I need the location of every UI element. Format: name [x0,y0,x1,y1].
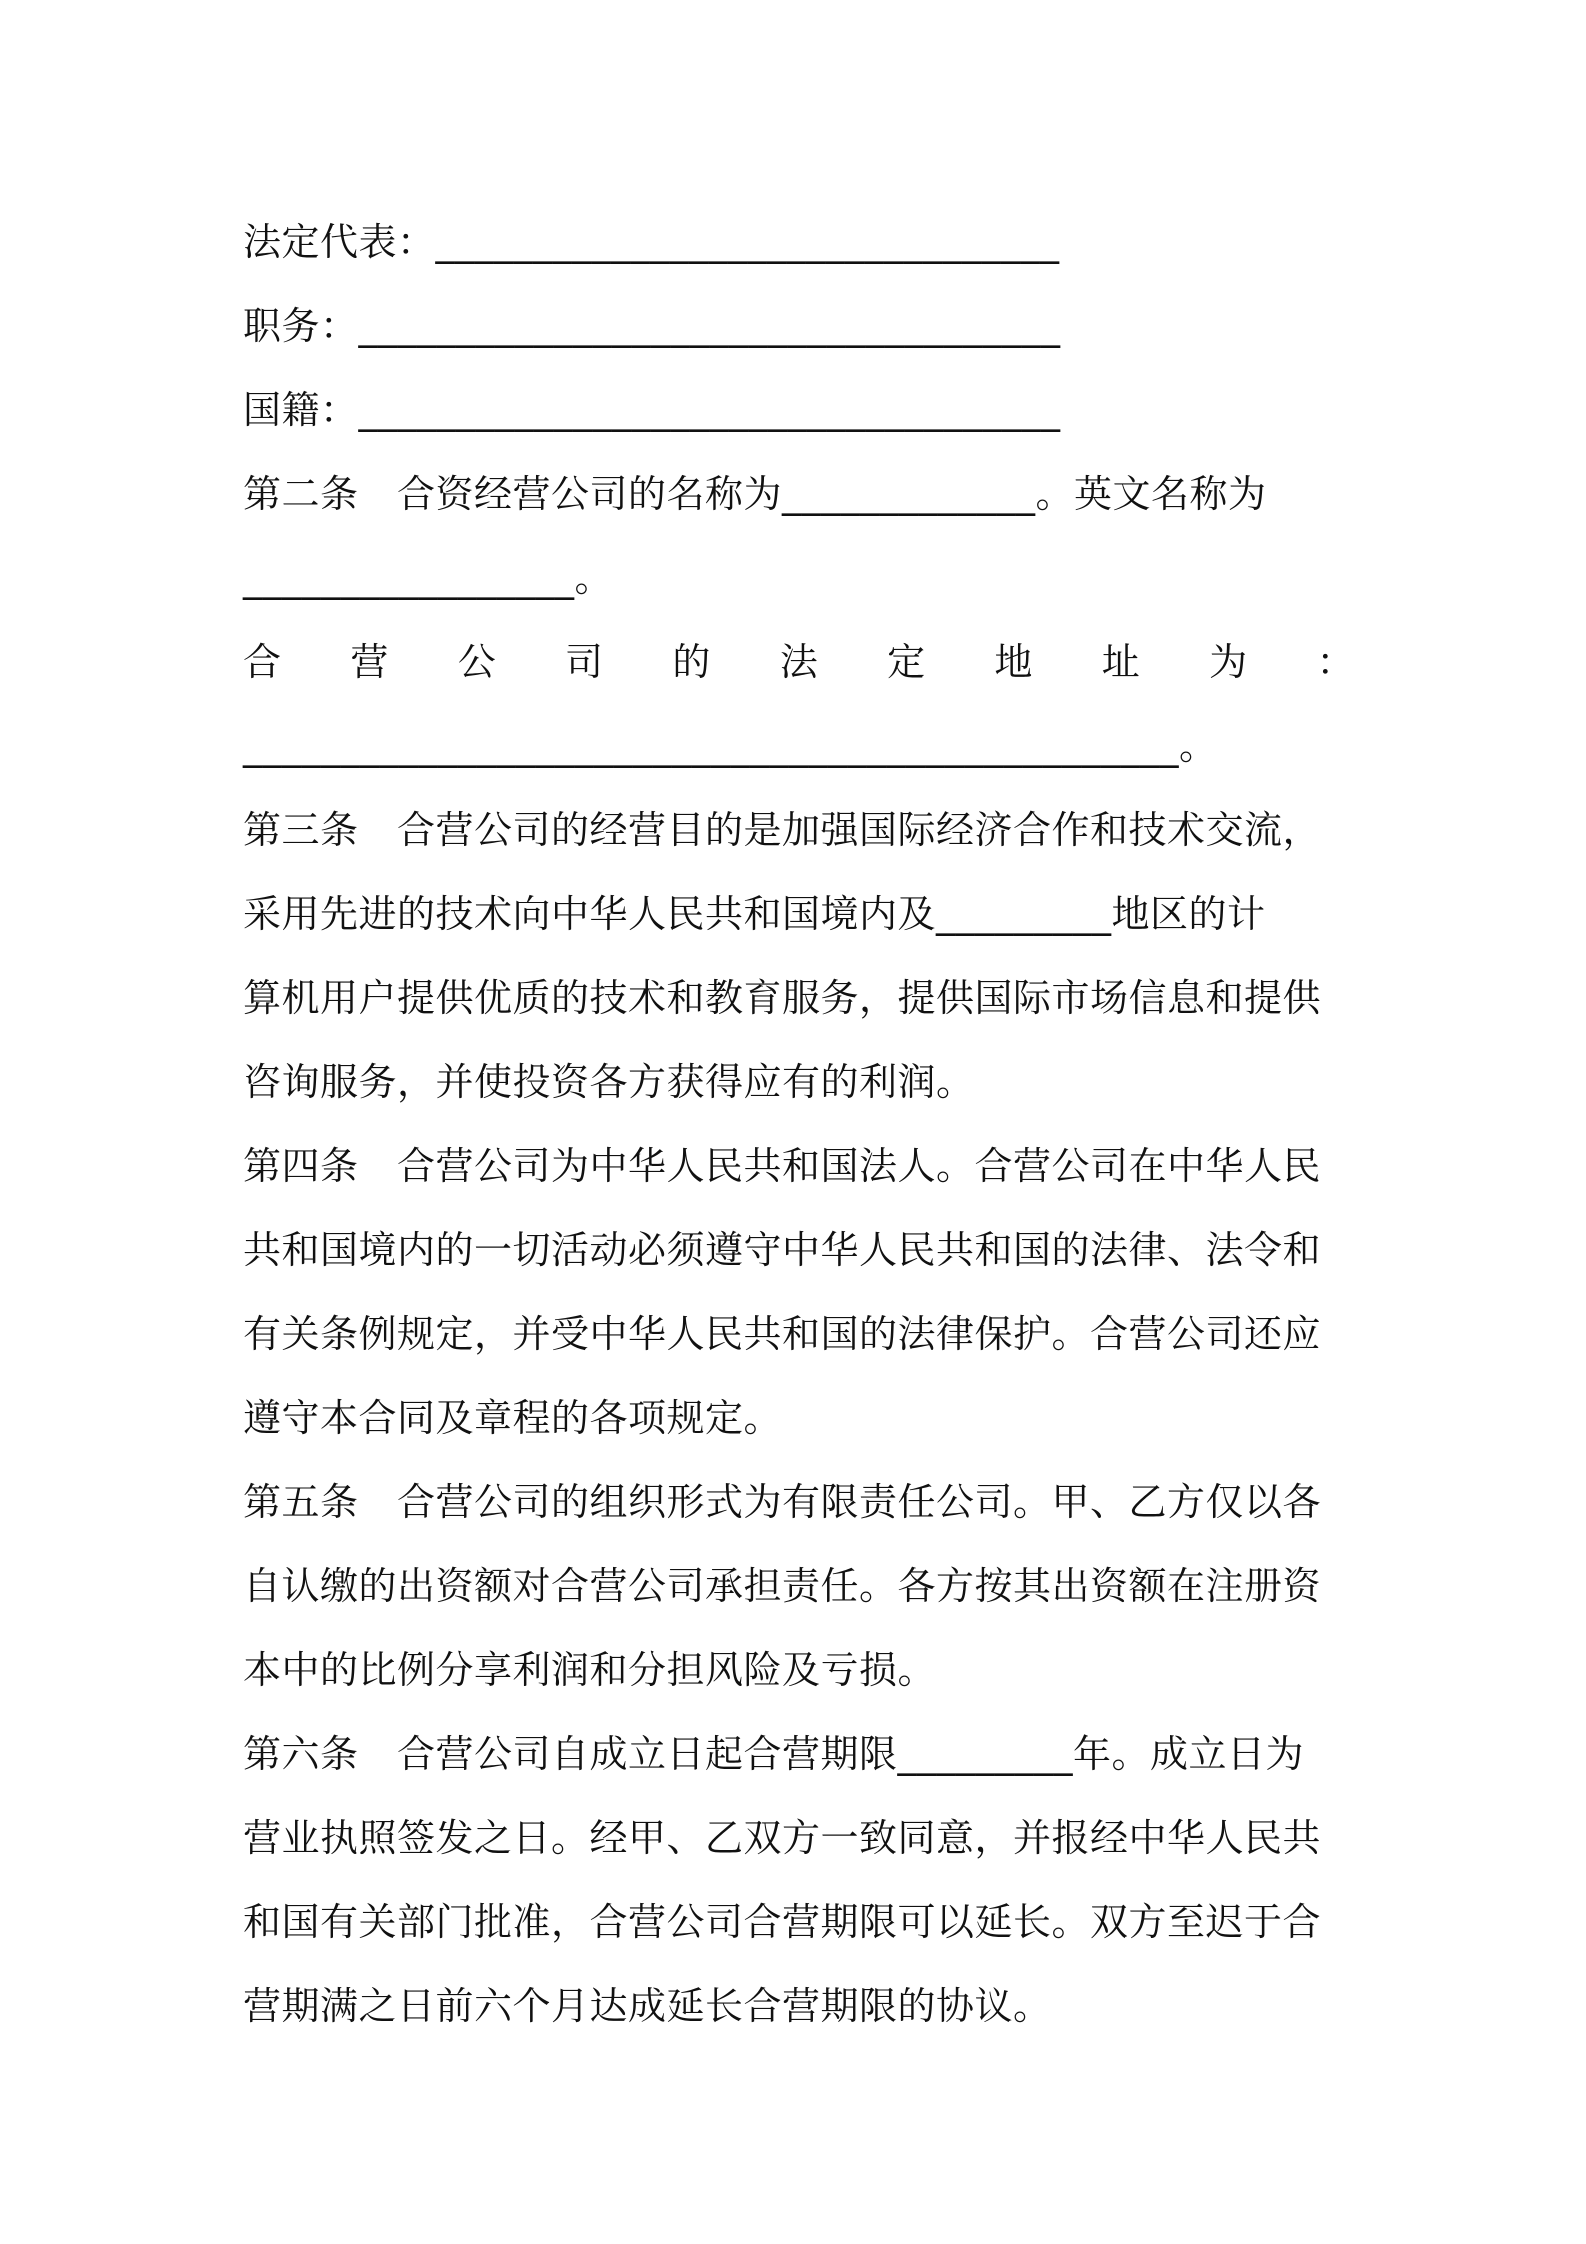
article-3-line-3: 算机用户提供优质的技术和教育服务，提供国际市场信息和提供 [243,976,1322,1020]
article-3-line-1: 第三条 合营公司的经营目的是加强国际经济合作和技术交流， [243,808,1322,852]
nationality-line: 国籍：____________________________________ [243,388,1061,432]
article-3-line-2: 采用先进的技术向中华人民共和国境内及_________地区的计 [243,892,1266,936]
address-char: 法 [779,640,819,684]
article-2-line-2: _________________。 [243,556,614,600]
article-6-line-1: 第六条 合营公司自成立日起合营期限_________年。成立日为 [243,1732,1305,1776]
document-page [243,200,1355,2048]
address-char: 址 [1101,640,1141,684]
address-char: 公 [457,640,497,684]
article-5-line-1: 第五条 合营公司的组织形式为有限责任公司。甲、乙方仅以各 [243,1480,1322,1524]
legal-rep-line: 法定代表：________________________________ [243,220,1060,264]
article-6-line-3: 和国有关部门批准，合营公司合营期限可以延长。双方至迟于合 [243,1900,1322,1944]
article-4-line-1: 第四条 合营公司为中华人民共和国法人。合营公司在中华人民 [243,1144,1322,1188]
address-char: 为 [1209,640,1248,684]
article-4-line-4: 遵守本合同及章程的各项规定。 [243,1396,783,1440]
article-5-line-2: 自认缴的出资额对合营公司承担责任。各方按其出资额在注册资 [243,1564,1322,1608]
article-4-line-2: 共和国境内的一切活动必须遵守中华人民共和国的法律、法令和 [243,1228,1322,1272]
address-char: 定 [887,640,926,684]
address-char: 司 [565,640,604,684]
address-char: 营 [350,640,389,684]
address-char: ： [1316,640,1355,684]
address-char: 的 [672,640,711,684]
legal-address-blank-line: ________________________________________________。 [243,724,1218,768]
article-6-line-4: 营期满之日前六个月达成延长合营期限的协议。 [243,1984,1052,2028]
article-3-line-4: 咨询服务，并使投资各方获得应有的利润。 [243,1060,975,1104]
legal-address-line [243,620,1355,704]
article-6-line-2: 营业执照签发之日。经甲、乙双方一致同意，并报经中华人民共 [243,1816,1322,1860]
article-2-line-1: 第二条 合资经营公司的名称为_____________。英文名称为 [243,472,1267,516]
address-char: 合 [243,640,282,684]
position-line: 职务：____________________________________ [243,304,1061,348]
address-char: 地 [994,640,1033,684]
article-4-line-3: 有关条例规定，并受中华人民共和国的法律保护。合营公司还应 [243,1312,1322,1356]
article-5-line-3: 本中的比例分享利润和分担风险及亏损。 [243,1648,937,1692]
